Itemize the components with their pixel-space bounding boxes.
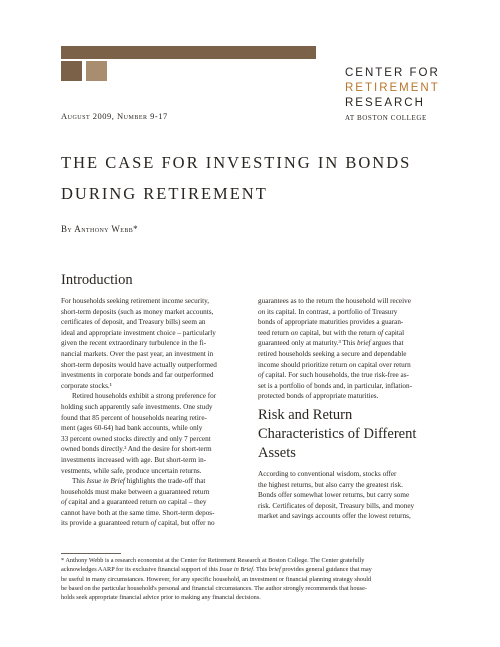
text-line xyxy=(258,370,445,381)
text-run: capital and a guaranteed return xyxy=(66,498,159,507)
text-line: corporate stocks.¹ xyxy=(61,381,112,390)
text-run: its capital. In contrast, a portfolio of Treasury xyxy=(265,307,398,316)
text-run-italic: on xyxy=(349,360,357,369)
text-line: retired households seeking a secure and dependable xyxy=(258,349,407,358)
author-footnote xyxy=(61,556,471,602)
issue-dateline: August 2009, Number 9-17 xyxy=(61,111,168,121)
introduction-heading: Introduction xyxy=(61,272,133,288)
text-line: According to conventional wisdom, stocks offer xyxy=(258,470,397,478)
text-line xyxy=(61,476,248,487)
text-run: teed return xyxy=(258,328,291,337)
logo-line-research: RESEARCH xyxy=(345,97,425,109)
text-run: capital. For such households, the true risk-free as- xyxy=(263,371,409,380)
text-run: capital, but with the return xyxy=(297,328,378,337)
text-line xyxy=(258,338,445,349)
footnote-rule xyxy=(61,553,121,554)
text-line: Bonds offer somewhat lower returns, but carry some xyxy=(258,491,410,500)
right-column xyxy=(258,296,445,402)
text-line: set is a portfolio of bonds and, in particular, inflation- xyxy=(258,381,413,390)
text-line: owned bonds directly.² And the desire for short-term xyxy=(61,445,212,454)
text-run-italic: Issue in Brief xyxy=(86,477,125,486)
text-run: capital over return xyxy=(356,360,411,369)
text-run: argues that xyxy=(370,339,404,348)
text-line: market and savings accounts offer the lowest returns, xyxy=(258,512,411,521)
footnote-line xyxy=(61,565,471,574)
text-line: ment (ages 60-64) had bank accounts, while only xyxy=(61,424,203,433)
text-run-italic: on xyxy=(258,307,266,316)
text-run-italic: of xyxy=(258,371,264,380)
text-line: 33 percent owned stocks directly and only 7 percent xyxy=(61,434,211,443)
text-line xyxy=(61,497,248,508)
logo-line-center-for: CENTER FOR xyxy=(345,67,440,79)
text-run-italic: brief xyxy=(268,566,281,574)
text-run-italic: on xyxy=(158,498,166,507)
text-run-italic: brief xyxy=(356,339,371,348)
text-run: highlights the trade-off that xyxy=(124,477,206,486)
text-line: vestments, while safe, produce uncertain returns. xyxy=(61,466,202,475)
heading-line: Assets xyxy=(258,445,296,461)
text-line: For households seeking retirement income security, xyxy=(61,297,210,305)
text-line: certificates of deposit, and Treasury bills) seem an xyxy=(61,318,206,327)
author-byline: By Anthony Webb* xyxy=(61,224,139,234)
title-line-2: DURING RETIREMENT xyxy=(61,184,268,203)
risk-return-text xyxy=(258,469,445,522)
text-line: guarantees as to the return the household will receive xyxy=(258,297,411,305)
left-column xyxy=(61,296,248,529)
footnote-line: * Anthony Webb is a research economist at the Center for Retirement Research at Boston College. The Center gratefully xyxy=(61,557,365,564)
text-line: given the recent extraordinary turbulence in the fi- xyxy=(61,339,207,348)
text-line: risk. Certificates of deposit, Treasury bills, and money xyxy=(258,501,415,510)
text-run: its provide a guaranteed return xyxy=(61,519,151,528)
text-run: This xyxy=(72,477,87,486)
text-line: short-term deposits (such as money market accounts, xyxy=(61,307,214,316)
header-bar xyxy=(61,46,316,59)
text-line: protected bonds of appropriate maturities. xyxy=(258,392,379,401)
risk-return-heading xyxy=(258,406,416,463)
text-run-italic: of xyxy=(150,519,157,528)
text-run-italic: Issue in Brief xyxy=(219,566,253,574)
logo-line-boston-college: AT BOSTON COLLEGE xyxy=(345,114,427,122)
document-title xyxy=(61,147,411,209)
text-line: investments in corporate bonds and far outperformed xyxy=(61,371,214,380)
text-line xyxy=(258,360,445,371)
header-square-light xyxy=(86,61,107,81)
text-line: the highest returns, but also carry the greatest risk. xyxy=(258,480,403,489)
text-line: found that 85 percent of households nearing retire- xyxy=(61,413,207,422)
heading-line: Characteristics of Different xyxy=(258,426,417,442)
text-run: provides general guidance that may xyxy=(280,566,372,574)
text-line: nancial markets. Over the past year, an investment in xyxy=(61,349,214,358)
title-line-1: THE CASE FOR INVESTING IN BONDS xyxy=(61,153,412,172)
header-square-dark xyxy=(61,61,82,81)
logo-line-retirement: RETIREMENT xyxy=(345,82,440,94)
heading-line: Risk and Return xyxy=(258,407,353,423)
footnote-line: be useful in many circumstances. However, for any specific household, an investment or financial planning strategy should xyxy=(61,575,372,583)
text-line: short-term deposits would have actually outperformed xyxy=(61,360,217,369)
text-run: guaranteed only at maturity.³ This xyxy=(258,339,357,348)
text-line: ideal and appropriate investment choice – particularly xyxy=(61,328,216,337)
text-run-italic: of xyxy=(377,328,384,337)
text-line xyxy=(61,518,248,529)
text-line: holding such apparently safe investments. One study xyxy=(61,402,213,411)
text-line: investments increased with age. But short-term in- xyxy=(61,455,207,464)
text-line xyxy=(258,328,445,339)
text-run: capital, but offer no xyxy=(156,519,215,528)
text-line: bonds of appropriate maturities provides a guaran- xyxy=(258,318,404,327)
footnote-line: be based on the particular household's personal and financial circumstances. The author strongly recommends that house- xyxy=(61,584,367,592)
text-run: income should prioritize return xyxy=(258,360,350,369)
text-run-italic: on xyxy=(290,328,298,337)
text-run: . This xyxy=(252,566,269,574)
text-run: capital – they xyxy=(165,498,207,507)
text-line: Retired households exhibit a strong preference for xyxy=(72,392,217,401)
footnote-line: holds seek appropriate financial advice prior to making any financial decisions. xyxy=(61,594,261,602)
text-line: cannot have both at the same time. Short-term depos- xyxy=(61,508,215,517)
text-run-italic: of xyxy=(61,498,67,507)
text-run: acknowledges AARP for its exclusive financial support of this xyxy=(61,566,220,574)
text-line xyxy=(258,307,445,318)
text-line: households must make between a guaranteed return xyxy=(61,487,210,496)
crr-logo xyxy=(345,66,465,124)
text-run: capital xyxy=(383,328,405,337)
